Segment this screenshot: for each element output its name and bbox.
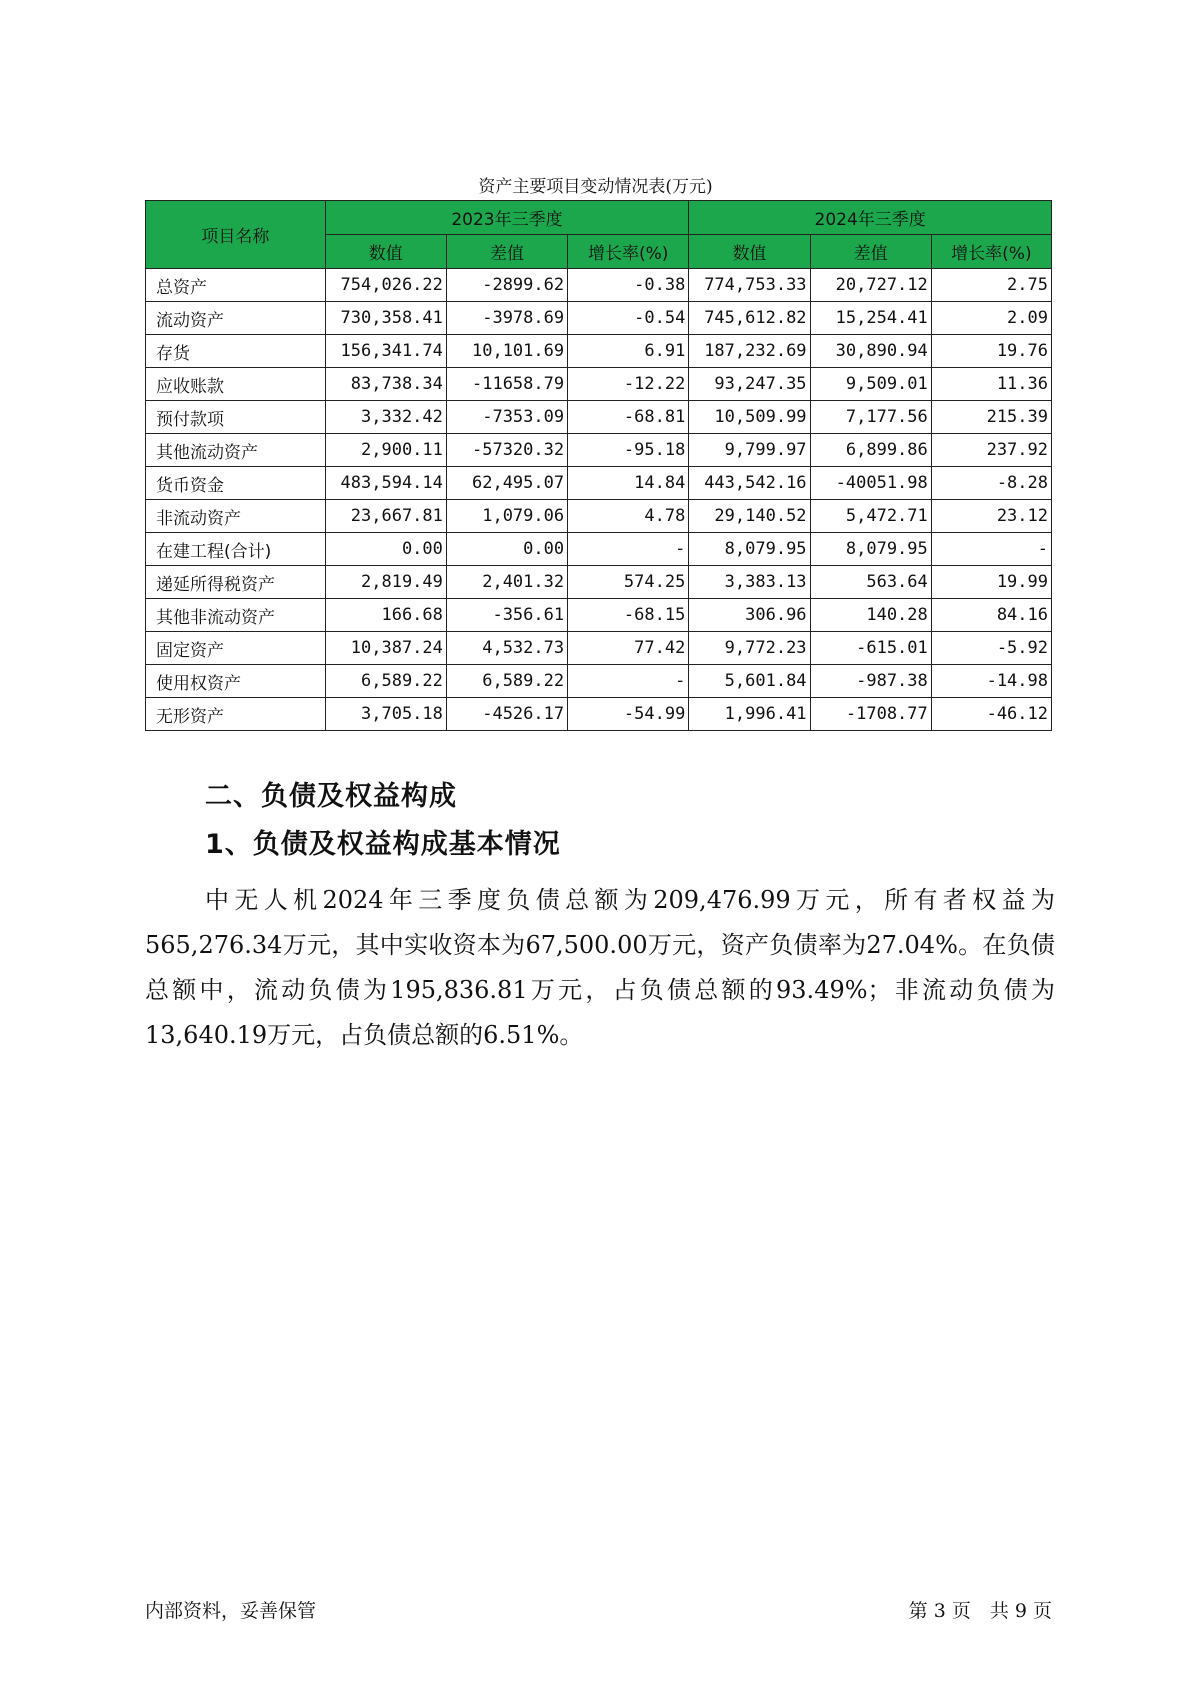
value-2023: 483,594.14 [325, 467, 446, 500]
diff-2023: -356.61 [446, 599, 567, 632]
diff-2023: 1,079.06 [446, 500, 567, 533]
row-name: 应收账款 [146, 368, 326, 401]
rate-2024: 237.92 [931, 434, 1051, 467]
rate-2023: -95.18 [568, 434, 689, 467]
rate-2023: -54.99 [568, 698, 689, 731]
table-row [146, 335, 1052, 368]
rate-2023: 14.84 [568, 467, 689, 500]
section-heading: 二、负债及权益构成 [205, 781, 457, 812]
table-row [146, 698, 1052, 731]
value-2024: 5,601.84 [689, 665, 810, 698]
table-row [146, 401, 1052, 434]
header-group-2023: 2023年三季度 [325, 201, 689, 235]
asset-change-table [145, 200, 1052, 731]
value-2023: 10,387.24 [325, 632, 446, 665]
rate-2023: 4.78 [568, 500, 689, 533]
diff-2024: 8,079.95 [810, 533, 931, 566]
diff-2024: 6,899.86 [810, 434, 931, 467]
table-row [146, 269, 1052, 302]
diff-2023: 10,101.69 [446, 335, 567, 368]
diff-2023: -7353.09 [446, 401, 567, 434]
row-name: 在建工程(合计) [146, 533, 326, 566]
header-rate-2024: 增长率(%) [931, 235, 1051, 269]
diff-2023: -4526.17 [446, 698, 567, 731]
table-row [146, 500, 1052, 533]
value-2023: 23,667.81 [325, 500, 446, 533]
header-diff-2024: 差值 [810, 235, 931, 269]
rate-2023: - [568, 533, 689, 566]
rate-2023: -68.15 [568, 599, 689, 632]
table-row [146, 632, 1052, 665]
table-caption: 资产主要项目变动情况表(万元) [478, 177, 713, 197]
diff-2023: -57320.32 [446, 434, 567, 467]
diff-2023: 62,495.07 [446, 467, 567, 500]
header-group-2024: 2024年三季度 [689, 201, 1052, 235]
rate-2024: -46.12 [931, 698, 1051, 731]
value-2024: 9,772.23 [689, 632, 810, 665]
rate-2024: 2.75 [931, 269, 1051, 302]
rate-2023: - [568, 665, 689, 698]
diff-2024: -615.01 [810, 632, 931, 665]
diff-2024: 9,509.01 [810, 368, 931, 401]
diff-2024: 15,254.41 [810, 302, 931, 335]
subsection-heading: 1、负债及权益构成基本情况 [205, 829, 561, 860]
table-row [146, 599, 1052, 632]
rate-2023: -0.38 [568, 269, 689, 302]
table-row [146, 566, 1052, 599]
body-paragraph: 中无人机2024年三季度负债总额为209,476.99万元，所有者权益为565,276.34万元，其中实收资本为67,500.00万元，资产负债率为27.04%。在负债总额中，流动负债为195,836.81万元，占负债总额的93.49%；非流动负债为13,640.19万元，占负债总额的6.51%。 [145, 886, 1055, 1049]
table-row [146, 467, 1052, 500]
rate-2024: 19.76 [931, 335, 1051, 368]
rate-2024: 11.36 [931, 368, 1051, 401]
value-2024: 306.96 [689, 599, 810, 632]
diff-2024: 563.64 [810, 566, 931, 599]
rate-2024: -8.28 [931, 467, 1051, 500]
value-2024: 745,612.82 [689, 302, 810, 335]
rate-2023: -12.22 [568, 368, 689, 401]
value-2024: 9,799.97 [689, 434, 810, 467]
header-item-name: 项目名称 [146, 201, 326, 269]
row-name: 存货 [146, 335, 326, 368]
row-name: 无形资产 [146, 698, 326, 731]
diff-2024: -987.38 [810, 665, 931, 698]
value-2023: 156,341.74 [325, 335, 446, 368]
table-row [146, 368, 1052, 401]
value-2023: 2,900.11 [325, 434, 446, 467]
value-2024: 29,140.52 [689, 500, 810, 533]
diff-2023: -3978.69 [446, 302, 567, 335]
rate-2024: 2.09 [931, 302, 1051, 335]
value-2024: 774,753.33 [689, 269, 810, 302]
rate-2023: 6.91 [568, 335, 689, 368]
header-diff-2023: 差值 [446, 235, 567, 269]
row-name: 固定资产 [146, 632, 326, 665]
footer-confidential-note: 内部资料，妥善保管 [145, 1600, 317, 1622]
row-name: 其他流动资产 [146, 434, 326, 467]
diff-2023: -2899.62 [446, 269, 567, 302]
diff-2024: -40051.98 [810, 467, 931, 500]
value-2023: 754,026.22 [325, 269, 446, 302]
value-2023: 166.68 [325, 599, 446, 632]
value-2024: 187,232.69 [689, 335, 810, 368]
diff-2024: 20,727.12 [810, 269, 931, 302]
diff-2024: 30,890.94 [810, 335, 931, 368]
row-name: 货币资金 [146, 467, 326, 500]
table-row [146, 302, 1052, 335]
row-name: 使用权资产 [146, 665, 326, 698]
value-2023: 2,819.49 [325, 566, 446, 599]
rate-2024: 23.12 [931, 500, 1051, 533]
value-2023: 6,589.22 [325, 665, 446, 698]
value-2024: 10,509.99 [689, 401, 810, 434]
diff-2023: 4,532.73 [446, 632, 567, 665]
value-2024: 1,996.41 [689, 698, 810, 731]
row-name: 总资产 [146, 269, 326, 302]
rate-2024: - [931, 533, 1051, 566]
value-2024: 8,079.95 [689, 533, 810, 566]
value-2023: 83,738.34 [325, 368, 446, 401]
diff-2024: 7,177.56 [810, 401, 931, 434]
row-name: 递延所得税资产 [146, 566, 326, 599]
table-row [146, 533, 1052, 566]
value-2023: 0.00 [325, 533, 446, 566]
rate-2023: 574.25 [568, 566, 689, 599]
diff-2023: -11658.79 [446, 368, 567, 401]
diff-2023: 6,589.22 [446, 665, 567, 698]
header-value-2024: 数值 [689, 235, 810, 269]
rate-2023: -68.81 [568, 401, 689, 434]
diff-2024: 5,472.71 [810, 500, 931, 533]
table-row [146, 434, 1052, 467]
header-value-2023: 数值 [325, 235, 446, 269]
value-2023: 3,705.18 [325, 698, 446, 731]
rate-2024: -5.92 [931, 632, 1051, 665]
value-2024: 93,247.35 [689, 368, 810, 401]
table-row [146, 665, 1052, 698]
footer-page-number: 第 3 页 共 9 页 [908, 1600, 1052, 1622]
row-name: 其他非流动资产 [146, 599, 326, 632]
value-2024: 443,542.16 [689, 467, 810, 500]
diff-2024: 140.28 [810, 599, 931, 632]
value-2023: 3,332.42 [325, 401, 446, 434]
rate-2023: 77.42 [568, 632, 689, 665]
header-rate-2023: 增长率(%) [568, 235, 689, 269]
row-name: 非流动资产 [146, 500, 326, 533]
row-name: 预付款项 [146, 401, 326, 434]
diff-2023: 0.00 [446, 533, 567, 566]
rate-2024: 84.16 [931, 599, 1051, 632]
rate-2023: -0.54 [568, 302, 689, 335]
rate-2024: 215.39 [931, 401, 1051, 434]
rate-2024: 19.99 [931, 566, 1051, 599]
value-2024: 3,383.13 [689, 566, 810, 599]
diff-2024: -1708.77 [810, 698, 931, 731]
row-name: 流动资产 [146, 302, 326, 335]
rate-2024: -14.98 [931, 665, 1051, 698]
value-2023: 730,358.41 [325, 302, 446, 335]
diff-2023: 2,401.32 [446, 566, 567, 599]
